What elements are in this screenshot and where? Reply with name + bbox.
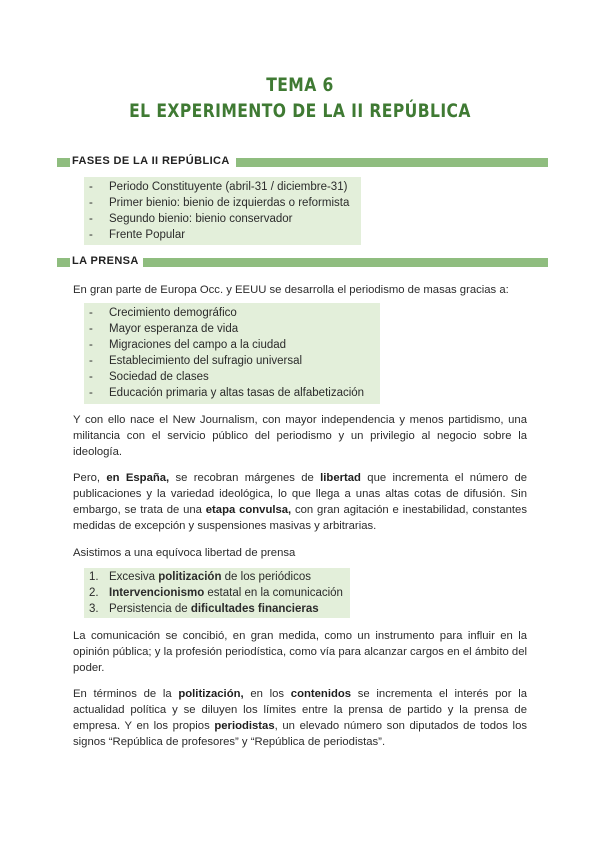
- list-item: - Migraciones del campo a la ciudad: [89, 339, 287, 351]
- paragraph-intro: En gran parte de Europa Occ. y EEUU se desarrolla el periodismo de masas gracias a:: [73, 284, 509, 296]
- paragraph-asistimos: Asistimos a una equívoca libertad de prensa: [73, 547, 296, 559]
- section-bar-left: [57, 258, 70, 267]
- title-line-2: EL EXPERIMENTO DE LA II REPÚBLICA: [129, 100, 471, 122]
- list-item: - Establecimiento del sufragio universal: [89, 355, 303, 367]
- title-line-1: TEMA 6: [266, 74, 334, 96]
- section-bar-right: [142, 258, 548, 267]
- list-item: - Mayor esperanza de vida: [89, 323, 239, 335]
- list-item: - Educación primaria y altas tasas de alfabetización: [89, 387, 365, 399]
- section-header-prensa: [70, 256, 530, 268]
- section-header-fases: [70, 156, 530, 168]
- section-title: LA PRENSA: [72, 255, 143, 267]
- section-bar-left: [57, 158, 70, 167]
- section-title: FASES DE LA II REPÚBLICA: [72, 155, 234, 167]
- list-item: 1. Excesiva politización de los periódicos: [89, 571, 311, 583]
- list-item: - Periodo Constituyente (abril-31 / diciembre-31): [89, 181, 348, 193]
- paragraph-new-journalism: Y con ello nace el New Journalism, con mayor independencia y menos partidismo, una militancia con el servicio público del periodismo y un privilegio al negocio sobre la ideología.: [73, 414, 527, 458]
- paragraph-comunicacion: La comunicación se concibió, en gran medida, como un instrumento para influir en la opinión pública; y la profesión periodística, como vía para alcanzar cargos en el ámbito del poder.: [73, 630, 527, 674]
- paragraph-espana: Pero, en España, se recobran márgenes de libertad que incrementa el número de publicaciones y la variedad ideológica, lo que llega a unas altas cotas de difusión. Sin embargo, se trata de una etapa convulsa, con gran agitación e inestabilidad, constantes medidas de excepción y suspensiones masivas y arbitrarias.: [73, 472, 528, 532]
- list-item: 3. Persistencia de dificultades financieras: [89, 603, 319, 615]
- list-item: - Frente Popular: [89, 229, 186, 241]
- paragraph-terminos: En términos de la politización, en los contenidos se incrementa el interés por la actualidad política y se diluyen los límites entre la prensa de partido y la prensa de empresa. Y en los propios periodistas, un elevado número son diputados de todos los signos “República de profesores” y “República de periodistas”.: [73, 688, 527, 748]
- list-item: - Primer bienio: bienio de izquierdas o reformista: [89, 197, 350, 209]
- list-item: - Segundo bienio: bienio conservador: [89, 213, 293, 225]
- section-bar-right: [236, 158, 548, 167]
- list-item: 2. Intervencionismo estatal en la comunicación: [89, 587, 343, 599]
- list-item: - Crecimiento demográfico: [89, 307, 237, 319]
- list-item: - Sociedad de clases: [89, 371, 209, 383]
